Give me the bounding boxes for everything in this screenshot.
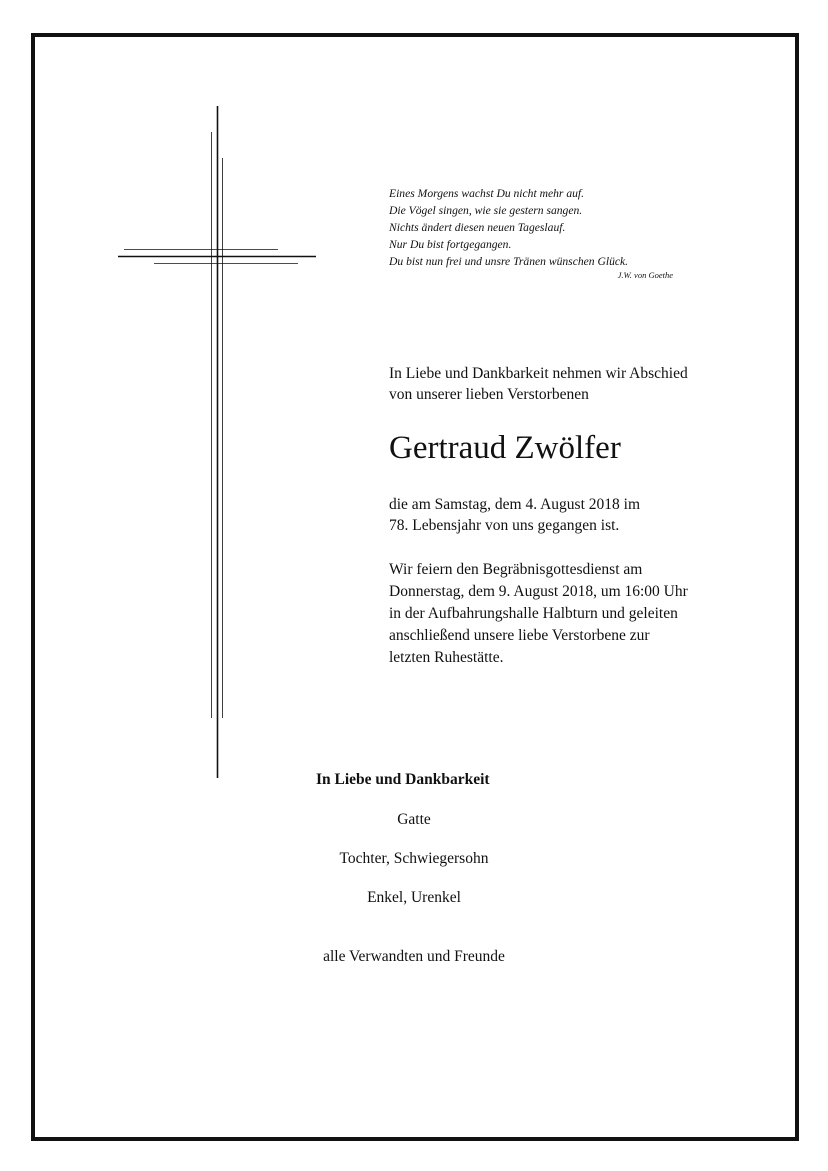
mourner-entry: Gatte: [397, 811, 431, 828]
funeral-service-info: [389, 559, 688, 669]
service-line: Donnerstag, dem 9. August 2018, um 16:00 Uhr: [389, 583, 688, 600]
poem-line: Eines Morgens wachst Du nicht mehr auf.: [389, 187, 585, 200]
poem-line: Nur Du bist fortgegangen.: [389, 238, 512, 251]
details-line: die am Samstag, dem 4. August 2018 im: [389, 496, 640, 513]
poem-line: Du bist nun frei und unsre Tränen wünschen Glück.: [389, 255, 629, 268]
poem-line: Nichts ändert diesen neuen Tageslauf.: [389, 221, 566, 234]
poem-line: Die Vögel singen, wie sie gestern sangen.: [389, 204, 583, 217]
closing-heading: In Liebe und Dankbarkeit: [316, 771, 490, 788]
poem-author: J.W. von Goethe: [617, 270, 673, 280]
service-line: in der Aufbahrungshalle Halbturn und geleiten: [389, 605, 678, 622]
mourner-entry: Tochter, Schwiegersohn: [339, 850, 489, 867]
mourner-entry: Enkel, Urenkel: [367, 889, 461, 906]
service-line: Wir feiern den Begräbnisgottesdienst am: [389, 561, 643, 578]
details-line: 78. Lebensjahr von uns gegangen ist.: [389, 517, 620, 534]
intro-line: von unserer lieben Verstorbenen: [389, 386, 589, 403]
service-line: letzten Ruhestätte.: [389, 649, 504, 666]
poem-block: [389, 185, 689, 281]
mourner-entry: alle Verwandten und Freunde: [323, 948, 505, 965]
cross-icon: [118, 106, 318, 778]
death-details: [389, 494, 640, 536]
service-line: anschließend unsere liebe Verstorbene zur: [389, 627, 650, 644]
deceased-name: Gertraud Zwölfer: [389, 430, 621, 466]
intro-text: [389, 363, 688, 405]
intro-line: In Liebe und Dankbarkeit nehmen wir Abschied: [389, 365, 688, 382]
